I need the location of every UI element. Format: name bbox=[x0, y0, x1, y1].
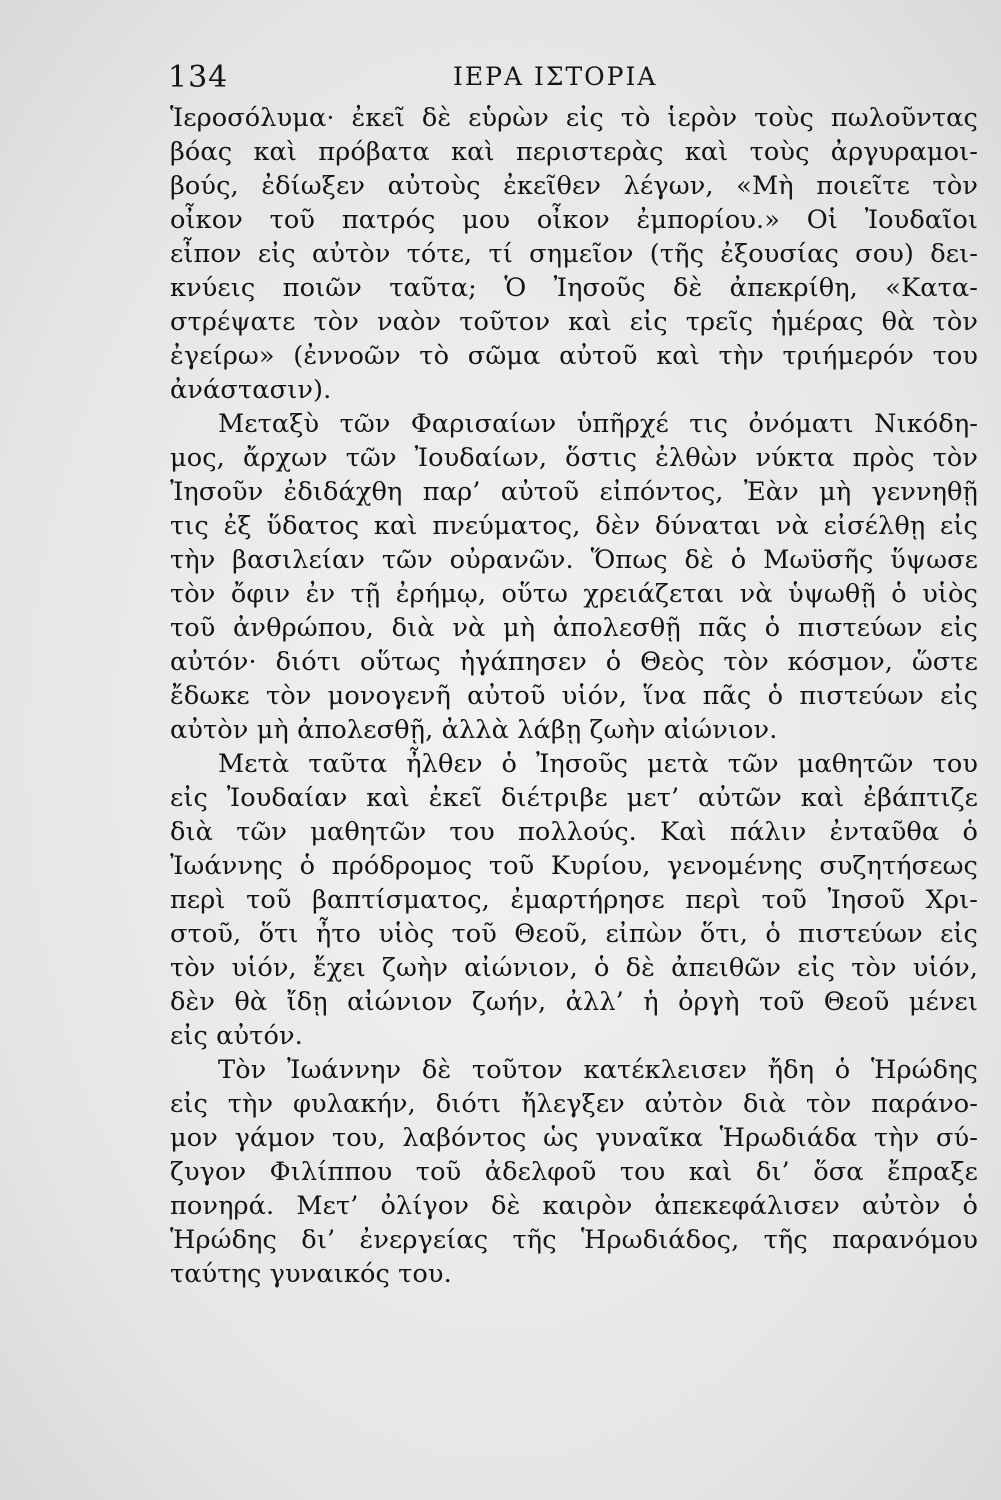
text-line: δὲν θὰ ἴδῃ αἰώνιον ζωήν, ἀλλ’ ἡ ὀργὴ τοῦ Θεοῦ μένει bbox=[170, 987, 978, 1017]
text-line: Ἡρώδης δι’ ἐνεργείας τῆς Ἡρωδιάδος, τῆς παρανόμου bbox=[170, 1225, 978, 1255]
text-line: κνύεις ποιῶν ταῦτα; Ὁ Ἰησοῦς δὲ ἀπεκρίθη, «Κατα- bbox=[170, 273, 978, 303]
text-line: τὸν υἱόν, ἔχει ζωὴν αἰώνιον, ὁ δὲ ἀπειθῶν εἰς τὸν υἱόν, bbox=[170, 953, 978, 983]
text-line: τὴν βασιλείαν τῶν οὐρανῶν. Ὅπως δὲ ὁ Μωϋσῆς ὕψωσε bbox=[170, 545, 978, 575]
text-line: ἐγείρω» (ἐννοῶν τὸ σῶμα αὐτοῦ καὶ τὴν τριήμερόν του bbox=[170, 341, 978, 371]
text-line: βούς, ἐδίωξεν αὐτοὺς ἐκεῖθεν λέγων, «Μὴ ποιεῖτε τὸν bbox=[170, 171, 978, 201]
text-line: τις ἐξ ὕδατος καὶ πνεύματος, δὲν δύναται νὰ εἰσέλθῃ εἰς bbox=[170, 511, 978, 541]
page-number: 134 bbox=[168, 60, 229, 95]
text-line: αὐτόν· διότι οὕτως ἠγάπησεν ὁ Θεὸς τὸν κόσμον, ὥστε bbox=[170, 647, 978, 677]
text-line: ἔδωκε τὸν μονογενῆ αὐτοῦ υἱόν, ἵνα πᾶς ὁ πιστεύων εἰς bbox=[170, 681, 978, 711]
text-line: οἶκον τοῦ πατρός μου οἶκον ἐμπορίου.» Οἱ Ἰουδαῖοι bbox=[170, 205, 978, 235]
text-line: περὶ τοῦ βαπτίσματος, ἐμαρτήρησε περὶ τοῦ Ἰησοῦ Χρι- bbox=[170, 885, 978, 915]
paragraph bbox=[170, 101, 978, 407]
paragraph bbox=[170, 1053, 978, 1291]
text-line: Ἰησοῦν ἐδιδάχθη παρ’ αὐτοῦ εἰπόντος, Ἐὰν μὴ γεννηθῇ bbox=[170, 477, 978, 507]
text-line: εἰς τὴν φυλακήν, διότι ἤλεγξεν αὐτὸν διὰ τὸν παράνο- bbox=[170, 1089, 978, 1119]
text-line: Ἱεροσόλυμα· ἐκεῖ δὲ εὑρὼν εἰς τὸ ἱερὸν τοὺς πωλοῦντας bbox=[170, 103, 978, 133]
body-text bbox=[170, 101, 978, 1291]
text-line: τοῦ ἀνθρώπου, διὰ νὰ μὴ ἀπολεσθῇ πᾶς ὁ πιστεύων εἰς bbox=[170, 613, 978, 643]
text-line: τὸν ὄφιν ἐν τῇ ἐρήμῳ, οὕτω χρειάζεται νὰ ὑψωθῇ ὁ υἱὸς bbox=[170, 579, 978, 609]
paragraph bbox=[170, 747, 978, 1053]
text-line: διὰ τῶν μαθητῶν του πολλούς. Καὶ πάλιν ἐνταῦθα ὁ bbox=[170, 817, 978, 847]
running-title: ΙΕΡΑ ΙΣΤΟΡΙΑ bbox=[453, 62, 658, 91]
text-line: μος, ἄρχων τῶν Ἰουδαίων, ὅστις ἐλθὼν νύκτα πρὸς τὸν bbox=[170, 443, 978, 473]
text-line: στοῦ, ὅτι ἦτο υἱὸς τοῦ Θεοῦ, εἰπὼν ὅτι, ὁ πιστεύων εἰς bbox=[170, 919, 978, 949]
page-header bbox=[168, 60, 931, 100]
text-line: πονηρά. Μετ’ ὀλίγον δὲ καιρὸν ἀπεκεφάλισεν αὐτὸν ὁ bbox=[170, 1191, 978, 1221]
text-line: εἶπον εἰς αὐτὸν τότε, τί σημεῖον (τῆς ἐξουσίας σου) δει- bbox=[170, 239, 978, 269]
paragraph bbox=[170, 407, 978, 747]
text-line: αὐτὸν μὴ ἀπολεσθῇ, ἀλλὰ λάβῃ ζωὴν αἰώνιον. bbox=[170, 715, 778, 745]
text-line: Τὸν Ἰωάννην δὲ τοῦτον κατέκλεισεν ἤδη ὁ Ἡρώδης bbox=[218, 1055, 978, 1085]
text-line: ἀνάστασιν). bbox=[170, 375, 332, 405]
text-line: στρέψατε τὸν ναὸν τοῦτον καὶ εἰς τρεῖς ἡμέρας θὰ τὸν bbox=[170, 307, 978, 337]
text-line: ταύτης γυναικός του. bbox=[170, 1259, 452, 1289]
text-line: Ἰωάννης ὁ πρόδρομος τοῦ Κυρίου, γενομένης συζητήσεως bbox=[170, 851, 978, 881]
text-line: μον γάμον του, λαβόντος ὡς γυναῖκα Ἡρωδιάδα τὴν σύ- bbox=[170, 1123, 978, 1153]
text-line: εἰς αὐτόν. bbox=[170, 1021, 303, 1051]
text-line: εἰς Ἰουδαίαν καὶ ἐκεῖ διέτριβε μετ’ αὐτῶν καὶ ἐβάπτιζε bbox=[170, 783, 978, 813]
text-line: βόας καὶ πρόβατα καὶ περιστερὰς καὶ τοὺς ἀργυραμοι- bbox=[170, 137, 978, 167]
text-line: Μεταξὺ τῶν Φαρισαίων ὑπῆρχέ τις ὀνόματι Νικόδη- bbox=[218, 409, 978, 439]
text-line: Μετὰ ταῦτα ἦλθεν ὁ Ἰησοῦς μετὰ τῶν μαθητῶν του bbox=[218, 749, 978, 779]
text-line: ζυγον Φιλίππου τοῦ ἀδελφοῦ του καὶ δι’ ὅσα ἔπραξε bbox=[170, 1157, 978, 1187]
